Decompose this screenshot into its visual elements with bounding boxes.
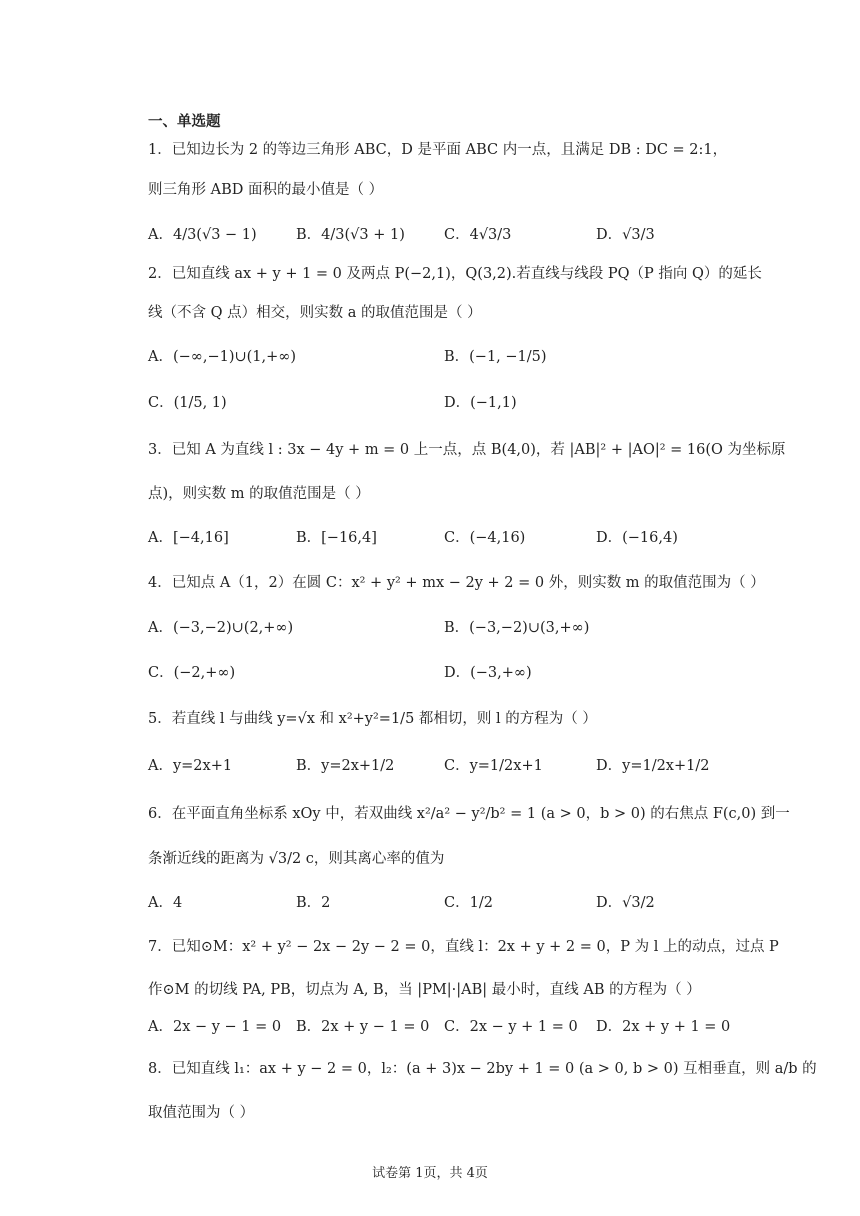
question-2-option-a: A．(−∞,−1)∪(1,+∞) xyxy=(148,349,297,365)
question-2-option-b: B．(−1, −1/5) xyxy=(444,349,547,365)
question-7-line-2: 作⊙M 的切线 PA, PB，切点为 A, B，当 |PM|·|AB| 最小时，直线 AB 的方程为（ ） xyxy=(148,982,701,998)
question-4-option-b: B．(−3,−2)∪(3,+∞) xyxy=(444,620,590,636)
question-3-option-b: B．[−16,4] xyxy=(296,530,377,546)
question-7-option-d: D．2x + y + 1 = 0 xyxy=(596,1019,731,1035)
question-3-option-c: C．(−4,16) xyxy=(444,530,526,546)
question-7-option-a: A．2x − y − 1 = 0 xyxy=(148,1019,282,1035)
question-4-option-c: C．(−2,+∞) xyxy=(148,665,236,681)
question-3-line-1: 3．已知 A 为直线 l : 3x − 4y + m = 0 上一点，点 B(4,0)，若 |AB|² + |AO|² = 16(O 为坐标原 xyxy=(148,442,786,458)
question-8-line-2: 取值范围为（ ） xyxy=(148,1105,255,1121)
question-1-option-a: A．4/3(√3 − 1) xyxy=(148,227,257,243)
question-5-line-1: 5．若直线 l 与曲线 y=√x 和 x²+y²=1/5 都相切，则 l 的方程为（ ） xyxy=(148,711,597,727)
question-7-option-c: C．2x − y + 1 = 0 xyxy=(444,1019,578,1035)
question-2-option-d: D．(−1,1) xyxy=(444,395,517,411)
question-1-line-2: 则三角形 ABD 面积的最小值是（ ） xyxy=(148,182,384,198)
question-2-line-2: 线（不含 Q 点）相交，则实数 a 的取值范围是（ ） xyxy=(148,305,482,321)
question-1-option-c: C．4√3/3 xyxy=(444,227,512,243)
question-5-option-d: D．y=1/2x+1/2 xyxy=(596,758,710,774)
question-5-option-a: A．y=2x+1 xyxy=(148,758,233,774)
question-8-line-1: 8．已知直线 l₁：ax + y − 2 = 0，l₂：(a + 3)x − 2by + 1 = 0 (a > 0, b > 0) 互相垂直，则 a/b 的 xyxy=(148,1061,817,1077)
question-6-option-b: B．2 xyxy=(296,895,331,911)
question-5-option-b: B．y=2x+1/2 xyxy=(296,758,395,774)
question-6-line-1: 6．在平面直角坐标系 xOy 中，若双曲线 x²/a² − y²/b² = 1 (a > 0，b > 0) 的右焦点 F(c,0) 到一 xyxy=(148,806,790,822)
question-4-option-a: A．(−3,−2)∪(2,+∞) xyxy=(148,620,294,636)
page-footer: 试卷第 1页，共 4页 xyxy=(372,1166,488,1181)
question-6-option-a: A．4 xyxy=(148,895,183,911)
question-6-option-d: D．√3/2 xyxy=(596,895,655,911)
question-1-option-b: B．4/3(√3 + 1) xyxy=(296,227,405,243)
question-4-line-1: 4．已知点 A（1，2）在圆 C：x² + y² + mx − 2y + 2 = 0 外，则实数 m 的取值范围为（ ） xyxy=(148,575,765,591)
section-title: 一、单选题 xyxy=(148,113,221,130)
question-6-option-c: C．1/2 xyxy=(444,895,493,911)
question-6-line-2: 条渐近线的距离为 √3/2 c，则其离心率的值为 xyxy=(148,851,445,867)
question-3-line-2: 点)，则实数 m 的取值范围是（ ） xyxy=(148,486,370,502)
question-3-option-d: D．(−16,4) xyxy=(596,530,678,546)
question-7-option-b: B．2x + y − 1 = 0 xyxy=(296,1019,430,1035)
question-3-option-a: A．[−4,16] xyxy=(148,530,229,546)
question-2-line-1: 2．已知直线 ax + y + 1 = 0 及两点 P(−2,1)，Q(3,2).若直线与线段 PQ（P 指向 Q）的延长 xyxy=(148,266,762,282)
question-4-option-d: D．(−3,+∞) xyxy=(444,665,532,681)
question-2-option-c: C．(1/5, 1) xyxy=(148,395,227,411)
question-1-option-d: D．√3/3 xyxy=(596,227,655,243)
question-5-option-c: C．y=1/2x+1 xyxy=(444,758,543,774)
question-1-line-1: 1．已知边长为 2 的等边三角形 ABC，D 是平面 ABC 内一点，且满足 DB : DC = 2:1， xyxy=(148,142,728,158)
question-7-line-1: 7．已知⊙M：x² + y² − 2x − 2y − 2 = 0，直线 l：2x + y + 2 = 0，P 为 l 上的动点，过点 P xyxy=(148,939,779,955)
